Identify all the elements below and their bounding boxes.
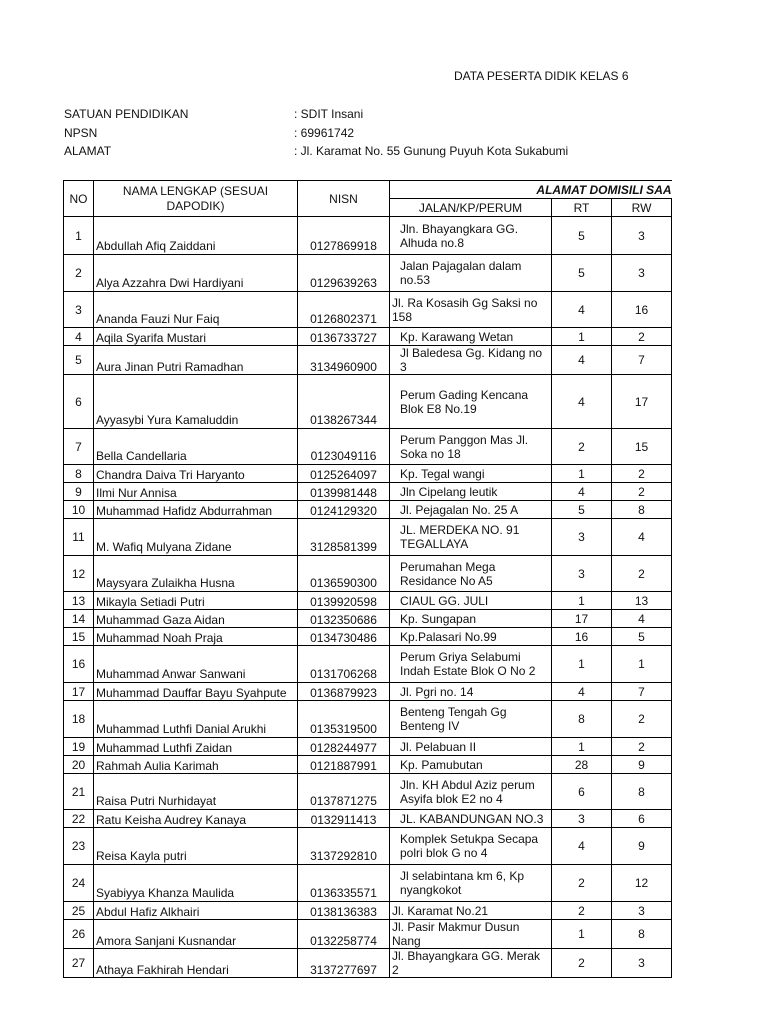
row-no: 7 bbox=[64, 429, 94, 465]
row-jalan: Kp. Pamubutan bbox=[390, 756, 552, 774]
row-jalan: Komplek Setukpa Secapa polri blok G no 4 bbox=[390, 828, 552, 865]
table-row bbox=[64, 701, 672, 738]
table-row bbox=[64, 828, 672, 865]
page-title: DATA PESERTA DIDIK KELAS 6 bbox=[454, 69, 629, 83]
row-nisn: 0138267344 bbox=[298, 375, 390, 429]
row-no: 14 bbox=[64, 610, 94, 628]
table-row bbox=[64, 328, 672, 346]
row-nama: Ratu Keisha Audrey Kanaya bbox=[94, 810, 298, 828]
row-nisn: 0132258774 bbox=[298, 920, 390, 949]
table-row bbox=[64, 483, 672, 501]
row-jalan: Jl. Pgri no. 14 bbox=[390, 683, 552, 701]
row-nisn: 0135319500 bbox=[298, 701, 390, 738]
row-no: 11 bbox=[64, 519, 94, 556]
meta-label: SATUAN PENDIDIKAN bbox=[64, 107, 189, 121]
row-rw: 2 bbox=[612, 738, 672, 756]
row-rt: 3 bbox=[552, 810, 612, 828]
row-nisn: 0138136383 bbox=[298, 902, 390, 920]
table-row bbox=[64, 346, 672, 375]
row-jalan: Perum Griya Selabumi Indah Estate Blok O No 2 bbox=[390, 646, 552, 683]
row-no: 12 bbox=[64, 556, 94, 592]
table-row bbox=[64, 646, 672, 683]
row-no: 25 bbox=[64, 902, 94, 920]
row-nisn: 0136879923 bbox=[298, 683, 390, 701]
row-nisn: 0123049116 bbox=[298, 429, 390, 465]
row-nisn: 0139920598 bbox=[298, 592, 390, 610]
row-rw: 6 bbox=[612, 810, 672, 828]
row-no: 24 bbox=[64, 865, 94, 902]
row-rw: 2 bbox=[612, 701, 672, 738]
row-nisn: 0124129320 bbox=[298, 501, 390, 519]
row-rw: 2 bbox=[612, 483, 672, 501]
row-jalan: Jln. KH Abdul Aziz perum Asyifa blok E2 no 4 bbox=[390, 774, 552, 810]
row-rw: 3 bbox=[612, 255, 672, 292]
row-jalan: Jln Cipelang leutik bbox=[390, 483, 552, 501]
row-no: 9 bbox=[64, 483, 94, 501]
row-rw: 15 bbox=[612, 429, 672, 465]
row-nisn: 0127869918 bbox=[298, 217, 390, 255]
row-nama: Muhammad Hafidz Abdurrahman bbox=[94, 501, 298, 519]
row-no: 15 bbox=[64, 628, 94, 646]
row-rw: 9 bbox=[612, 756, 672, 774]
table-row bbox=[64, 683, 672, 701]
row-no: 27 bbox=[64, 949, 94, 978]
row-nisn: 0139981448 bbox=[298, 483, 390, 501]
row-nisn: 0132350686 bbox=[298, 610, 390, 628]
row-jalan: Jl. Pelabuan II bbox=[390, 738, 552, 756]
row-nama: Amora Sanjani Kusnandar bbox=[94, 920, 298, 949]
row-nisn: 0136733727 bbox=[298, 328, 390, 346]
row-no: 22 bbox=[64, 810, 94, 828]
row-nisn: 0129639263 bbox=[298, 255, 390, 292]
table-row bbox=[64, 738, 672, 756]
row-rt: 6 bbox=[552, 774, 612, 810]
row-rt: 5 bbox=[552, 217, 612, 255]
row-no: 23 bbox=[64, 828, 94, 865]
row-nama: Chandra Daiva Tri Haryanto bbox=[94, 465, 298, 483]
row-nama: Ananda Fauzi Nur Faiq bbox=[94, 292, 298, 328]
table-row bbox=[64, 592, 672, 610]
row-nama: Muhammad Gaza Aidan bbox=[94, 610, 298, 628]
row-rw: 2 bbox=[612, 465, 672, 483]
row-nisn: 0126802371 bbox=[298, 292, 390, 328]
row-rt: 4 bbox=[552, 828, 612, 865]
row-nisn: 0132911413 bbox=[298, 810, 390, 828]
table-row bbox=[64, 217, 672, 255]
row-no: 20 bbox=[64, 756, 94, 774]
row-rt: 3 bbox=[552, 519, 612, 556]
row-rt: 17 bbox=[552, 610, 612, 628]
row-rw: 16 bbox=[612, 292, 672, 328]
row-jalan: Jl. Pejagalan No. 25 A bbox=[390, 501, 552, 519]
row-rw: 3 bbox=[612, 217, 672, 255]
row-rt: 28 bbox=[552, 756, 612, 774]
row-no: 6 bbox=[64, 375, 94, 429]
meta-label: NPSN bbox=[64, 126, 98, 140]
row-nama: Athaya Fakhirah Hendari bbox=[94, 949, 298, 978]
row-rt: 1 bbox=[552, 738, 612, 756]
row-rt: 5 bbox=[552, 255, 612, 292]
row-rw: 13 bbox=[612, 592, 672, 610]
row-no: 2 bbox=[64, 255, 94, 292]
row-jalan: Kp. Karawang Wetan bbox=[390, 328, 552, 346]
row-nama: Muhammad Anwar Sanwani bbox=[94, 646, 298, 683]
row-no: 19 bbox=[64, 738, 94, 756]
row-jalan: Jl. Ra Kosasih Gg Saksi no 158 bbox=[390, 292, 552, 328]
row-nisn: 3134960900 bbox=[298, 346, 390, 375]
row-nama: Bella Candellaria bbox=[94, 429, 298, 465]
table-row bbox=[64, 628, 672, 646]
row-rt: 4 bbox=[552, 292, 612, 328]
row-nama: Alya Azzahra Dwi Hardiyani bbox=[94, 255, 298, 292]
row-rw: 1 bbox=[612, 646, 672, 683]
table-row bbox=[64, 429, 672, 465]
row-nisn: 3128581399 bbox=[298, 519, 390, 556]
row-nama: Muhammad Dauffar Bayu Syahpute bbox=[94, 683, 298, 701]
row-jalan: Kp.Palasari No.99 bbox=[390, 628, 552, 646]
table-row bbox=[64, 774, 672, 810]
header-rw: RW bbox=[612, 199, 672, 217]
header-rt: RT bbox=[552, 199, 612, 217]
row-nama: Ilmi Nur Annisa bbox=[94, 483, 298, 501]
table-row bbox=[64, 375, 672, 429]
meta-value: : Jl. Karamat No. 55 Gunung Puyuh Kota Sukabumi bbox=[294, 144, 569, 158]
row-rt: 3 bbox=[552, 556, 612, 592]
row-nama: Abdul Hafiz Alkhairi bbox=[94, 902, 298, 920]
row-rw: 7 bbox=[612, 683, 672, 701]
row-no: 5 bbox=[64, 346, 94, 375]
row-rw: 4 bbox=[612, 519, 672, 556]
meta-label: ALAMAT bbox=[64, 144, 112, 158]
row-no: 3 bbox=[64, 292, 94, 328]
row-nisn: 0136335571 bbox=[298, 865, 390, 902]
row-jalan: Jl Baledesa Gg. Kidang no 3 bbox=[390, 346, 552, 375]
row-rw: 7 bbox=[612, 346, 672, 375]
table-body bbox=[64, 217, 672, 978]
row-jalan: Jl. Karamat No.21 bbox=[390, 902, 552, 920]
row-no: 26 bbox=[64, 920, 94, 949]
row-rw: 2 bbox=[612, 328, 672, 346]
row-jalan: Jalan Pajagalan dalam no.53 bbox=[390, 255, 552, 292]
row-nisn: 0134730486 bbox=[298, 628, 390, 646]
row-nisn: 3137277697 bbox=[298, 949, 390, 978]
row-nisn: 0121887991 bbox=[298, 756, 390, 774]
row-jalan: Benteng Tengah Gg Benteng IV bbox=[390, 701, 552, 738]
row-rw: 9 bbox=[612, 828, 672, 865]
row-nama: Mikayla Setiadi Putri bbox=[94, 592, 298, 610]
row-jalan: Perum Panggon Mas Jl. Soka no 18 bbox=[390, 429, 552, 465]
row-rt: 1 bbox=[552, 592, 612, 610]
table-row bbox=[64, 501, 672, 519]
row-no: 18 bbox=[64, 701, 94, 738]
table-row bbox=[64, 610, 672, 628]
row-rw: 3 bbox=[612, 949, 672, 978]
row-jalan: JL. MERDEKA NO. 91 TEGALLAYA bbox=[390, 519, 552, 556]
row-nisn: 0128244977 bbox=[298, 738, 390, 756]
row-no: 10 bbox=[64, 501, 94, 519]
row-rt: 8 bbox=[552, 701, 612, 738]
row-rw: 3 bbox=[612, 902, 672, 920]
row-rt: 1 bbox=[552, 920, 612, 949]
row-nama: Maysyara Zulaikha Husna bbox=[94, 556, 298, 592]
row-nama: Ayyasybi Yura Kamaluddin bbox=[94, 375, 298, 429]
row-rw: 12 bbox=[612, 865, 672, 902]
row-no: 13 bbox=[64, 592, 94, 610]
row-rt: 1 bbox=[552, 465, 612, 483]
table-row bbox=[64, 902, 672, 920]
row-rt: 4 bbox=[552, 483, 612, 501]
row-rw: 8 bbox=[612, 501, 672, 519]
row-rt: 2 bbox=[552, 865, 612, 902]
header-jalan: JALAN/KP/PERUM bbox=[390, 199, 552, 217]
row-rw: 17 bbox=[612, 375, 672, 429]
row-jalan: Jl selabintana km 6, Kp nyangkokot bbox=[390, 865, 552, 902]
row-nama: M. Wafiq Mulyana Zidane bbox=[94, 519, 298, 556]
row-rw: 8 bbox=[612, 920, 672, 949]
header-alamat-domisili: ALAMAT DOMISILI SAA bbox=[390, 181, 672, 199]
row-no: 21 bbox=[64, 774, 94, 810]
row-jalan: Perum Gading Kencana Blok E8 No.19 bbox=[390, 375, 552, 429]
row-rt: 1 bbox=[552, 328, 612, 346]
row-rw: 2 bbox=[612, 556, 672, 592]
row-nama: Aqila Syarifa Mustari bbox=[94, 328, 298, 346]
header-nama: NAMA LENGKAP (SESUAI DAPODIK) bbox=[94, 181, 298, 217]
row-no: 8 bbox=[64, 465, 94, 483]
row-nama: Syabiyya Khanza Maulida bbox=[94, 865, 298, 902]
row-rt: 2 bbox=[552, 902, 612, 920]
table-row bbox=[64, 920, 672, 949]
row-rw: 5 bbox=[612, 628, 672, 646]
header-nisn: NISN bbox=[298, 181, 390, 217]
row-jalan: Jl. Bhayangkara GG. Merak 2 bbox=[390, 949, 552, 978]
row-nisn: 0131706268 bbox=[298, 646, 390, 683]
student-table bbox=[63, 180, 672, 978]
row-rt: 4 bbox=[552, 375, 612, 429]
row-jalan: Jln. Bhayangkara GG. Alhuda no.8 bbox=[390, 217, 552, 255]
row-nisn: 3137292810 bbox=[298, 828, 390, 865]
row-no: 1 bbox=[64, 217, 94, 255]
meta-value: : SDIT Insani bbox=[294, 107, 364, 121]
row-jalan: JL. KABANDUNGAN NO.3 bbox=[390, 810, 552, 828]
table-row bbox=[64, 949, 672, 978]
meta-value: : 69961742 bbox=[294, 126, 355, 140]
row-rt: 2 bbox=[552, 429, 612, 465]
row-no: 4 bbox=[64, 328, 94, 346]
table-row bbox=[64, 465, 672, 483]
row-rw: 4 bbox=[612, 610, 672, 628]
row-nisn: 0125264097 bbox=[298, 465, 390, 483]
row-jalan: CIAUL GG. JULI bbox=[390, 592, 552, 610]
row-rt: 4 bbox=[552, 346, 612, 375]
row-rw: 8 bbox=[612, 774, 672, 810]
row-jalan: Perumahan Mega Residance No A5 bbox=[390, 556, 552, 592]
row-nama: Reisa Kayla putri bbox=[94, 828, 298, 865]
row-rt: 5 bbox=[552, 501, 612, 519]
table-row bbox=[64, 556, 672, 592]
row-nisn: 0137871275 bbox=[298, 774, 390, 810]
header-no: NO bbox=[64, 181, 94, 217]
row-nama: Muhammad Luthfi Zaidan bbox=[94, 738, 298, 756]
row-jalan: Kp. Sungapan bbox=[390, 610, 552, 628]
row-no: 17 bbox=[64, 683, 94, 701]
row-jalan: Jl. Pasir Makmur Dusun Nang bbox=[390, 920, 552, 949]
table-row bbox=[64, 255, 672, 292]
row-nama: Raisa Putri Nurhidayat bbox=[94, 774, 298, 810]
row-nama: Muhammad Luthfi Danial Arukhi bbox=[94, 701, 298, 738]
row-nisn: 0136590300 bbox=[298, 556, 390, 592]
table-row bbox=[64, 519, 672, 556]
table-row bbox=[64, 756, 672, 774]
table-row bbox=[64, 292, 672, 328]
row-nama: Aura Jinan Putri Ramadhan bbox=[94, 346, 298, 375]
row-nama: Abdullah Afiq Zaiddani bbox=[94, 217, 298, 255]
row-rt: 4 bbox=[552, 683, 612, 701]
row-rt: 16 bbox=[552, 628, 612, 646]
table-row bbox=[64, 865, 672, 902]
row-rt: 1 bbox=[552, 646, 612, 683]
row-no: 16 bbox=[64, 646, 94, 683]
row-rt: 2 bbox=[552, 949, 612, 978]
row-nama: Muhammad Noah Praja bbox=[94, 628, 298, 646]
row-nama: Rahmah Aulia Karimah bbox=[94, 756, 298, 774]
row-jalan: Kp. Tegal wangi bbox=[390, 465, 552, 483]
table-row bbox=[64, 810, 672, 828]
